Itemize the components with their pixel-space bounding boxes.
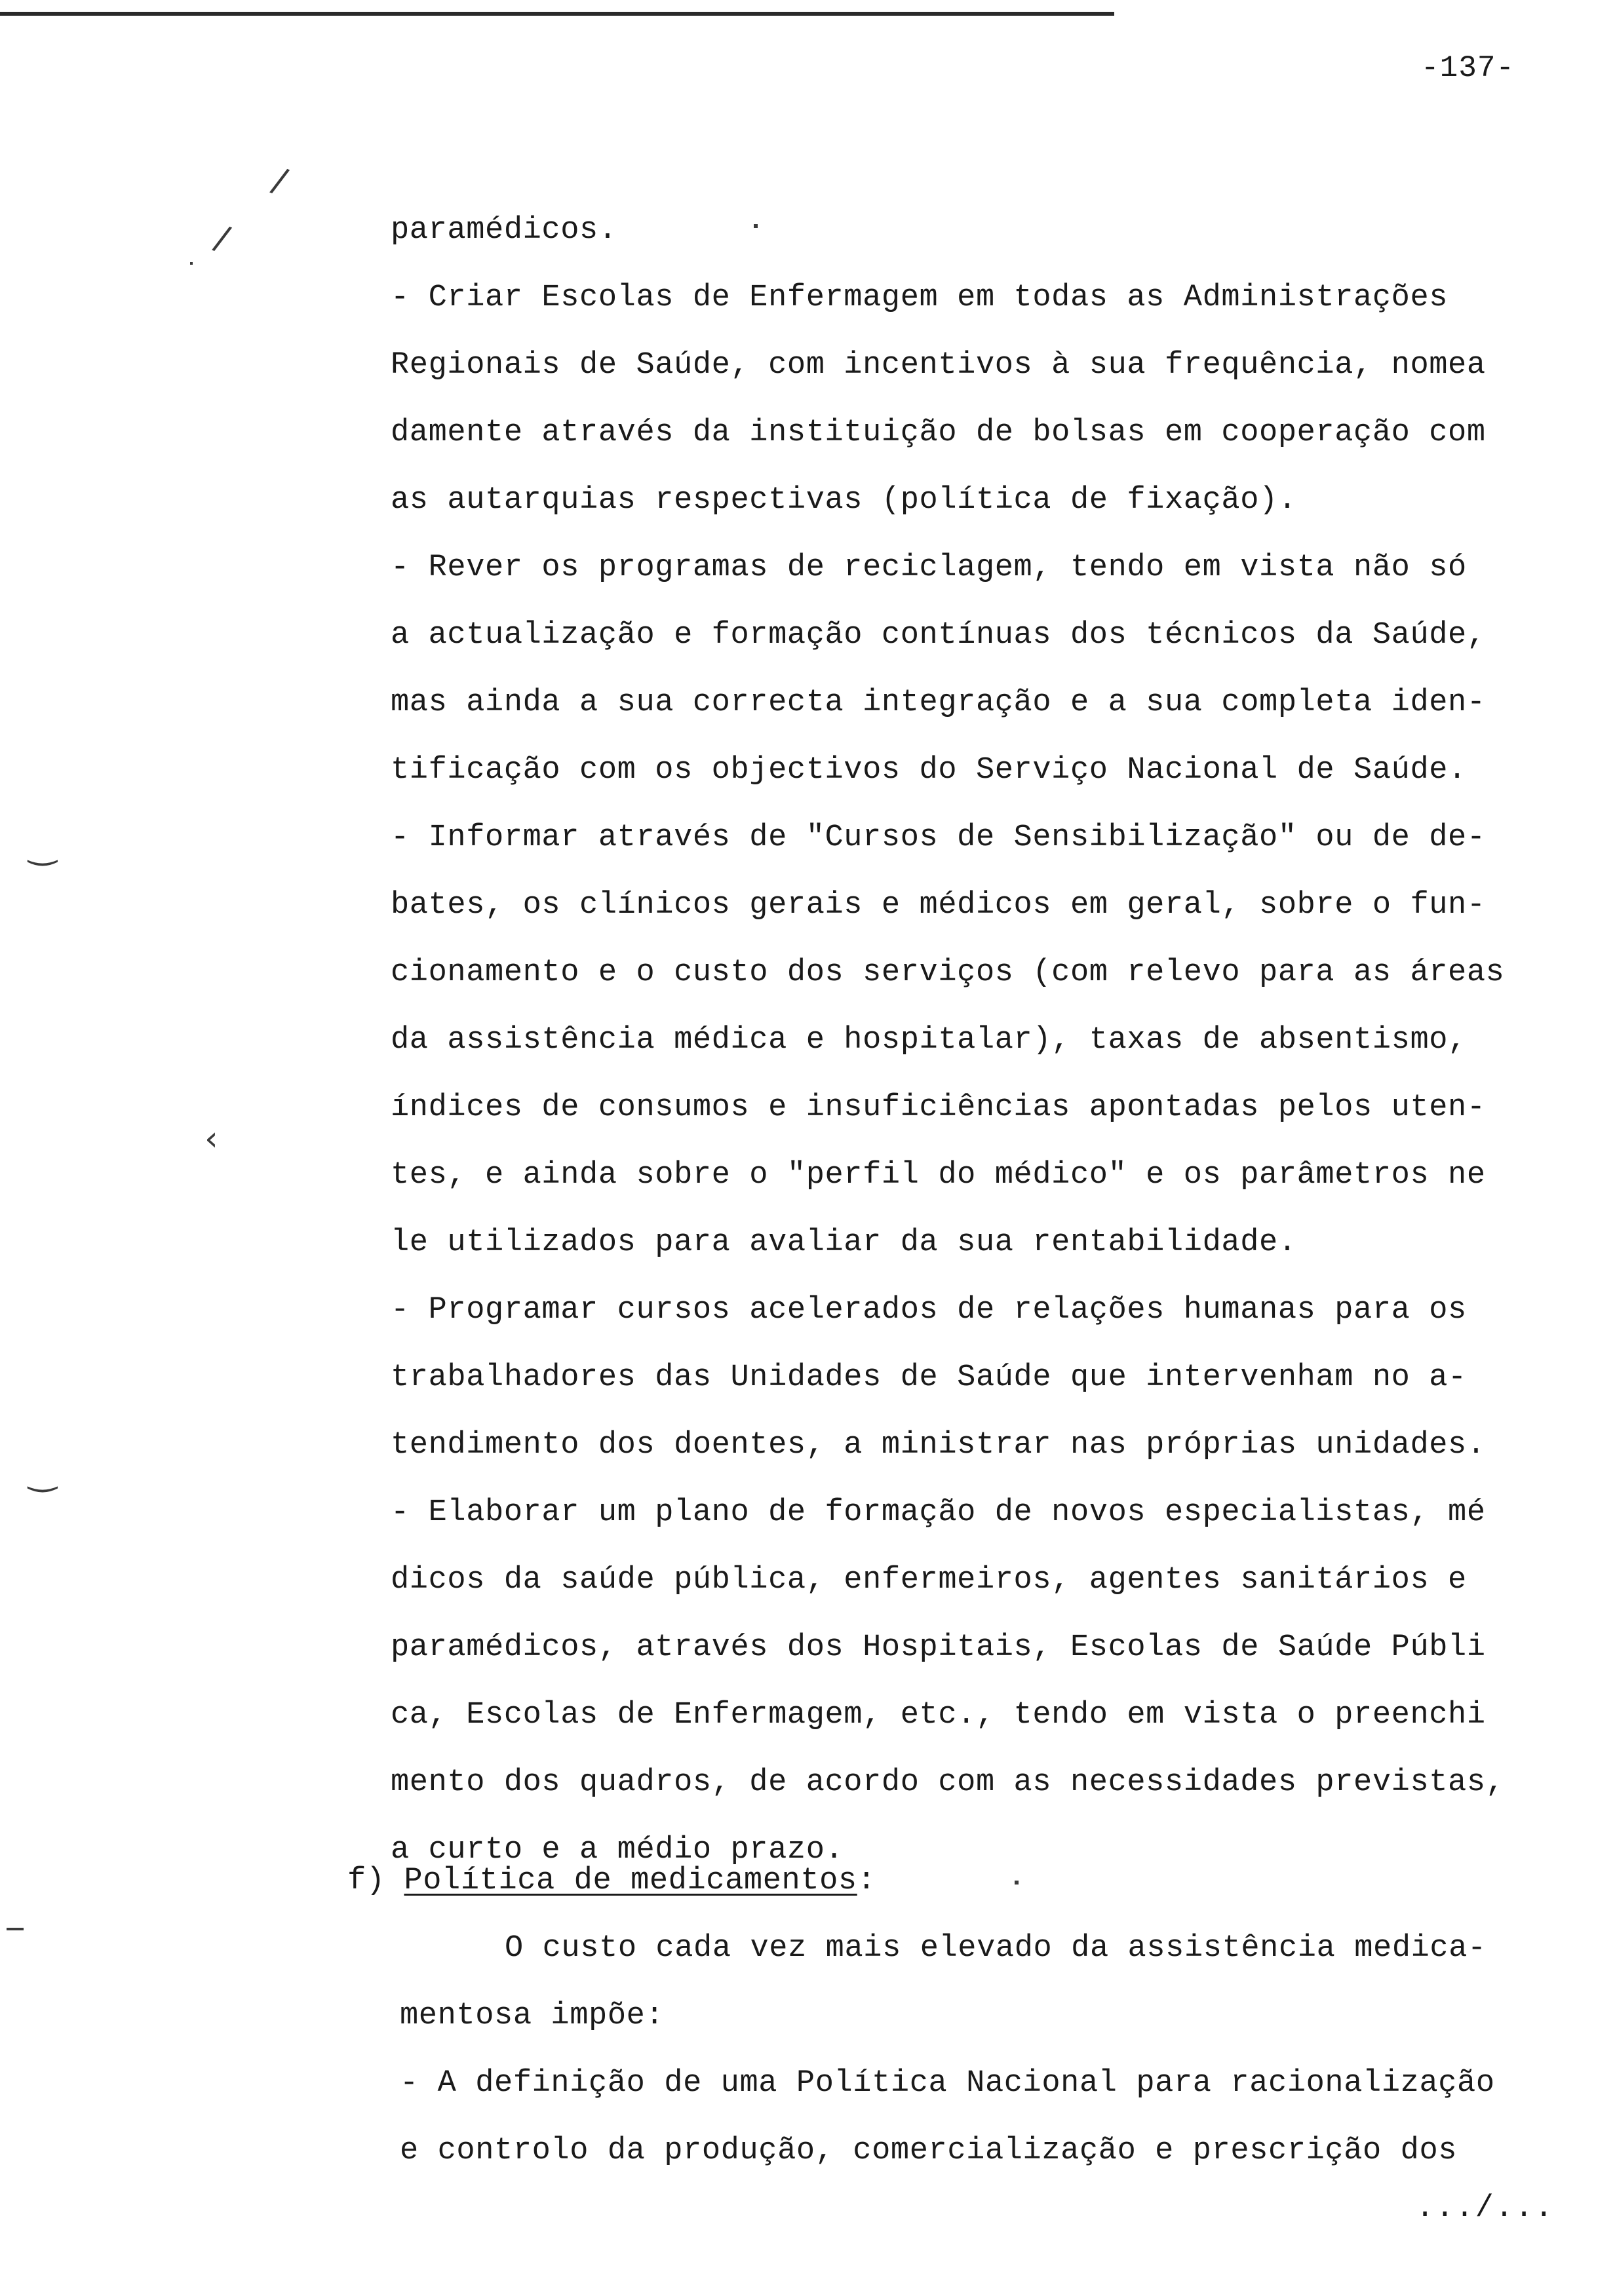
text-line: da assistência médica e hospitalar), taxas de absentismo,: [391, 1023, 1467, 1058]
text-line: trabalhadores das Unidades de Saúde que intervenham no a-: [391, 1360, 1467, 1395]
text-line: paramédicos.: [391, 213, 617, 248]
scan-mark: ‿: [29, 1453, 56, 1493]
text-line: bates, os clínicos gerais e médicos em geral, sobre o fun-: [391, 888, 1486, 923]
text-line: mas ainda a sua correcta integração e a sua completa iden-: [391, 685, 1486, 720]
scan-speck: [190, 262, 193, 265]
section-prefix: f): [347, 1864, 404, 1898]
body-text: [391, 197, 1564, 1884]
text-line: mentosa impõe:: [400, 1999, 665, 2033]
text-line: cionamento e o custo dos serviços (com relevo para as áreas: [391, 955, 1505, 990]
scan-speck: [7, 1928, 24, 1930]
text-line: - Elaborar um plano de formação de novos especialistas, mé: [391, 1495, 1486, 1530]
text-line: dicos da saúde pública, enfermeiros, agentes sanitários e: [391, 1563, 1467, 1598]
scan-mark: /: [210, 218, 235, 259]
section-heading: [347, 1847, 876, 1915]
section-suffix: :: [857, 1864, 876, 1898]
text-line: - Programar cursos acelerados de relações humanas para os: [391, 1293, 1467, 1328]
text-line: tendimento dos doentes, a ministrar nas próprias unidades.: [391, 1428, 1486, 1463]
text-line: - Rever os programas de reciclagem, tendo em vista não só: [391, 550, 1467, 585]
text-line: a actualização e formação contínuas dos técnicos da Saúde,: [391, 618, 1486, 653]
text-line: e controlo da produção, comercialização e prescrição dos: [400, 2133, 1458, 2168]
text-line: índices de consumos e insuficiências apontadas pelos uten-: [391, 1090, 1486, 1125]
page-number: -137-: [1421, 51, 1515, 85]
text-line: tes, e ainda sobre o "perfil do médico" e os parâmetros ne: [391, 1158, 1486, 1193]
text-line: - Informar através de "Cursos de Sensibilização" ou de de-: [391, 820, 1486, 855]
text-line: paramédicos, através dos Hospitais, Escolas de Saúde Públi: [391, 1630, 1486, 1665]
continuation-marker: .../...: [1416, 2191, 1555, 2226]
top-rule: [0, 12, 1114, 16]
text-line: damente através da instituição de bolsas em cooperação com: [391, 415, 1486, 450]
text-line: as autarquias respectivas (política de fixação).: [391, 483, 1297, 518]
text-line: - Criar Escolas de Enfermagem em todas as Administrações: [391, 280, 1449, 315]
section-body: [400, 1915, 1573, 2185]
text-line: O custo cada vez mais elevado da assistência medica-: [505, 1931, 1487, 1966]
text-line: le utilizados para avaliar da sua rentabilidade.: [391, 1225, 1297, 1260]
text-line: mento dos quadros, de acordo com as necessidades previstas,: [391, 1765, 1505, 1800]
scan-mark: ‿: [29, 827, 56, 866]
text-line: Regionais de Saúde, com incentivos à sua frequência, nomea: [391, 348, 1486, 383]
text-line: tificação com os objectivos do Serviço Nacional de Saúde.: [391, 753, 1467, 788]
text-line: a curto e a médio prazo.: [391, 1833, 844, 1867]
section-title: Política de medicamentos: [404, 1864, 857, 1898]
scan-mark: ‹: [204, 1119, 218, 1158]
scan-mark: /: [267, 160, 292, 202]
text-line: ca, Escolas de Enfermagem, etc., tendo em vista o preenchi: [391, 1698, 1486, 1732]
text-line: - A definição de uma Política Nacional para racionalização: [400, 2066, 1495, 2101]
